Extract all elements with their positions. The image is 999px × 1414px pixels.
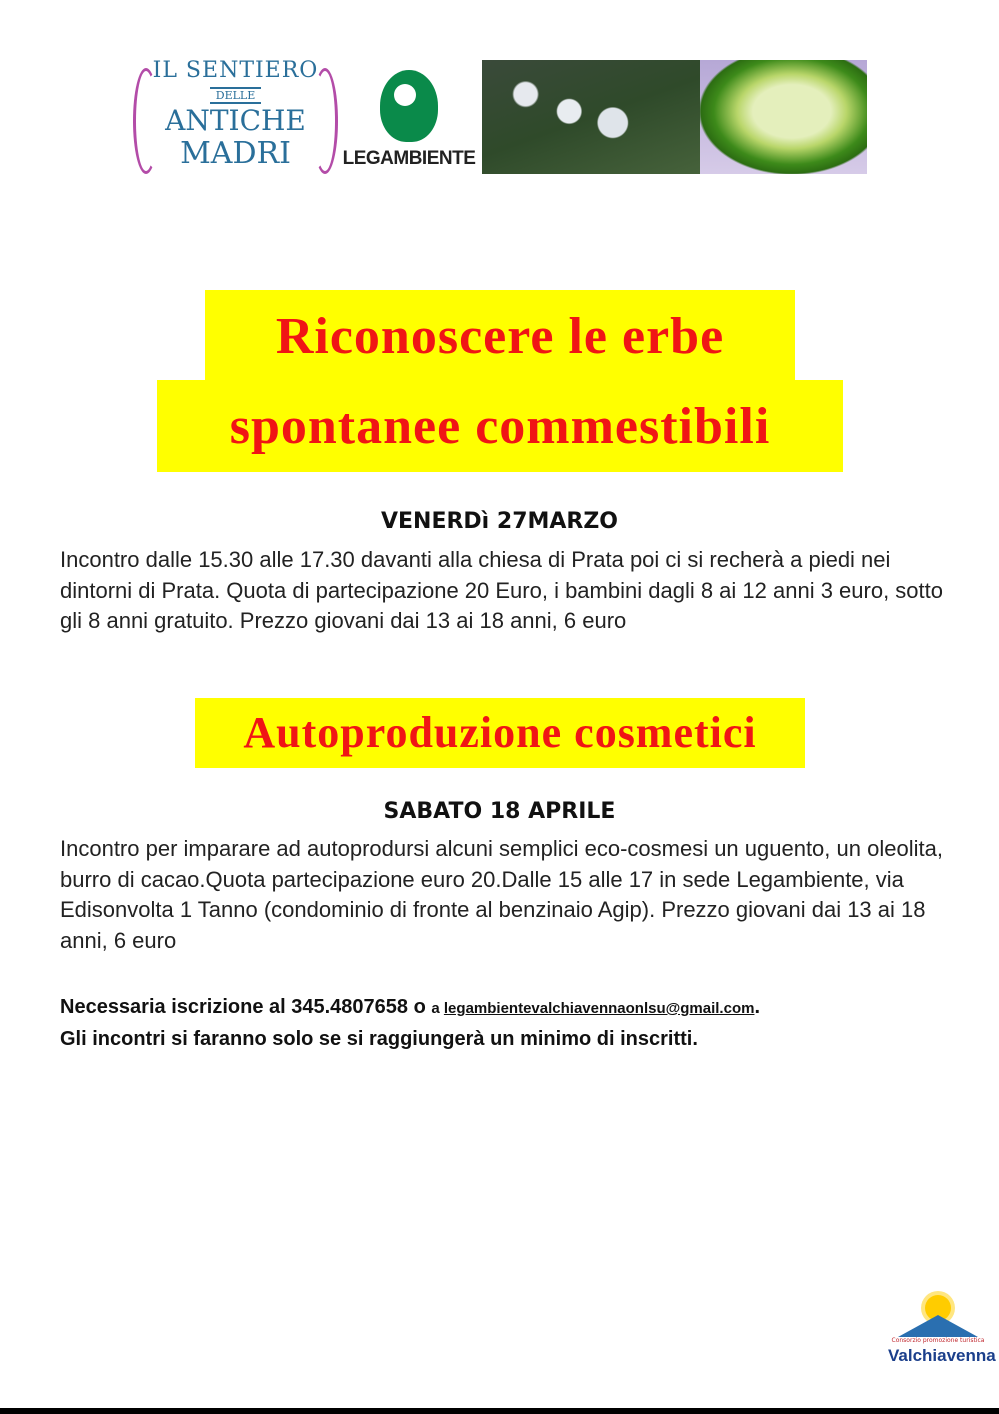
- event1-title-line2: spontanee commestibili: [229, 398, 771, 455]
- event2-title: Autoproduzione cosmetici: [243, 708, 757, 757]
- email-link[interactable]: legambientevalchiavennaonlsu@gmail.com: [443, 1000, 755, 1017]
- period: .: [754, 996, 761, 1018]
- logo-subtext: Consorzio promozione turistica: [891, 1337, 985, 1344]
- logo-line: DELLE: [210, 87, 262, 104]
- logo-text: Valchiavenna: [888, 1346, 996, 1365]
- logo-sentiero-antiche-madri: [133, 58, 338, 176]
- logo-valchiavenna: [888, 1295, 996, 1370]
- registration-text: Necessaria iscrizione al 345.4807658 o: [60, 996, 432, 1018]
- swan-icon: [380, 70, 438, 142]
- registration-line: [60, 994, 760, 1022]
- event2-description: Incontro per imparare ad autoprodursi alcuni semplici eco-cosmesi un uguento, un oleolita, burro di cacao.Quota partecipazione euro 20.Dalle 15 alle 17 in sede Legambiente, via Edisonvolta 1 Tanno (condominio di fronte al benzinaio Agip). Prezzo giovani dai 13 ai 18 anni, 6 euro: [60, 836, 943, 953]
- photo-yarrow-flowers: [482, 60, 700, 174]
- event1-title-line1: Riconoscere le erbe: [275, 308, 725, 365]
- page-border: [0, 1408, 999, 1414]
- minimum-note: Gli incontri si faranno solo se si raggiungerà un minimo di inscritti.: [60, 1028, 698, 1050]
- logo-legambiente: [338, 70, 480, 176]
- event1-description: Incontro dalle 15.30 alle 17.30 davanti alla chiesa di Prata poi ci si recherà a piedi nei dintorni di Prata. Quota di partecipazione 20 Euro, i bambini dagli 8 ai 12 anni 3 euro, sotto gli 8 anni gratuito. Prezzo giovani dai 13 ai 18 anni, 6 euro: [60, 547, 943, 633]
- event1-date: VENERDì 27MARZO: [380, 509, 619, 534]
- logo-line: ANTICHE: [165, 104, 306, 137]
- logo-line: IL SENTIERO: [152, 58, 319, 83]
- event2-date: SABATO 18 APRILE: [383, 799, 616, 824]
- logo-text: LEGAMBIENTE: [342, 148, 476, 169]
- mountain-icon: [898, 1315, 978, 1337]
- registration-a: a: [431, 1000, 444, 1017]
- photo-cream-jar: [700, 60, 867, 174]
- logo-line: MADRI: [180, 136, 291, 171]
